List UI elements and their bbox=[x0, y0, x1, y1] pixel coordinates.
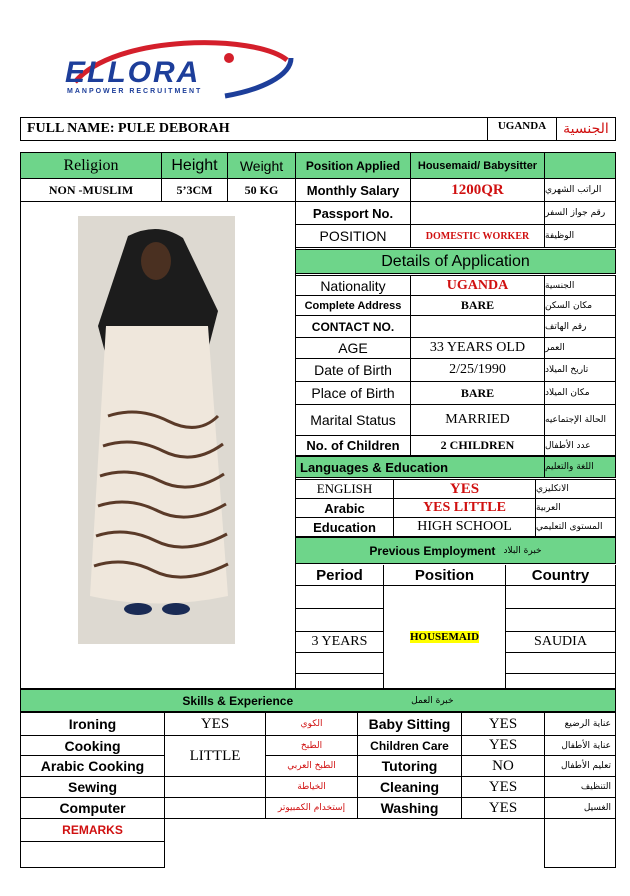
header-nationality: UGANDA bbox=[487, 117, 557, 141]
detail-ar: مكان السكن bbox=[544, 295, 616, 316]
skill-ar: الطبخ العربي bbox=[265, 755, 358, 777]
employment-period: 3 YEARS bbox=[295, 631, 384, 653]
skills-title-ar: خبرة العمل bbox=[411, 695, 454, 706]
detail-ar: العمر bbox=[544, 337, 616, 359]
monthly-salary-ar: الراتب الشهري bbox=[544, 178, 616, 202]
language-label: Education bbox=[295, 517, 394, 537]
monthly-salary-value: 1200QR bbox=[410, 178, 545, 202]
employment-country: SAUDIA bbox=[505, 631, 616, 653]
passport-label: Passport No. bbox=[295, 201, 411, 225]
skill-ar: عناية الأطفال bbox=[544, 735, 616, 756]
detail-label: AGE bbox=[295, 337, 411, 359]
religion-label: Religion bbox=[20, 152, 162, 179]
skill-label: Tutoring bbox=[357, 755, 462, 777]
skill-value: LITTLE bbox=[164, 735, 266, 777]
detail-label: Marital Status bbox=[295, 404, 411, 436]
skill-ar: تعليم الأطفال bbox=[544, 755, 616, 777]
language-value: YES bbox=[393, 479, 536, 499]
skill-label: Children Care bbox=[357, 735, 462, 756]
remarks-field bbox=[20, 841, 165, 868]
weight-label: Weight bbox=[227, 152, 296, 179]
employment-col-position: Position bbox=[383, 565, 506, 586]
employment-position: HOUSEMAID bbox=[409, 631, 480, 643]
skill-ar: الكوي bbox=[265, 712, 358, 736]
detail-label: Complete Address bbox=[295, 295, 411, 316]
skill-ar: الخياطة bbox=[265, 776, 358, 798]
employment-empty-cell bbox=[505, 608, 616, 632]
skill-label: Sewing bbox=[20, 776, 165, 798]
detail-label: Place of Birth bbox=[295, 381, 411, 405]
height-label: Height bbox=[161, 152, 228, 179]
detail-ar: الحالة الإجتماعيه bbox=[544, 404, 616, 436]
logo-brand: ELLORA bbox=[65, 56, 201, 89]
skill-value: YES bbox=[461, 776, 545, 798]
position-value: DOMESTIC WORKER bbox=[410, 224, 545, 248]
detail-ar: رقم الهاتف bbox=[544, 315, 616, 338]
employment-empty-cell bbox=[295, 673, 384, 689]
skill-ar: الغسيل bbox=[544, 797, 616, 819]
detail-value: BARE bbox=[410, 381, 545, 405]
skill-value bbox=[164, 797, 266, 819]
languages-title-ar: اللغة والتعليم bbox=[544, 456, 616, 478]
languages-title: Languages & Education bbox=[295, 456, 545, 478]
skill-value: YES bbox=[461, 712, 545, 736]
employment-empty-cell bbox=[505, 585, 616, 609]
skill-value: YES bbox=[461, 797, 545, 819]
employment-title-ar: خبرة البلاد bbox=[503, 545, 542, 556]
detail-value: 2 CHILDREN bbox=[410, 435, 545, 456]
detail-value: UGANDA bbox=[410, 275, 545, 296]
position-applied-label: Position Applied bbox=[295, 152, 411, 179]
language-label: ENGLISH bbox=[295, 479, 394, 499]
position-applied-value: Housemaid/ Babysitter bbox=[410, 152, 545, 179]
skill-ar: إستخدام الكمبيوتر bbox=[265, 797, 358, 819]
details-title: Details of Application bbox=[295, 249, 616, 274]
skill-label: Baby Sitting bbox=[357, 712, 462, 736]
skill-label: Cooking bbox=[20, 735, 165, 756]
logo-tagline: MANPOWER RECRUITMENT bbox=[67, 88, 203, 95]
detail-label: Nationality bbox=[295, 275, 411, 296]
position-ar: الوظيفة bbox=[544, 224, 616, 248]
detail-value: 2/25/1990 bbox=[410, 358, 545, 382]
employment-title-row bbox=[295, 537, 616, 564]
skill-label: Cleaning bbox=[357, 776, 462, 798]
detail-ar: تاريخ الميلاد bbox=[544, 358, 616, 382]
applicant-photo bbox=[78, 216, 235, 644]
detail-ar: مكان الميلاد bbox=[544, 381, 616, 405]
detail-ar: الجنسية bbox=[544, 275, 616, 296]
skill-label: Computer bbox=[20, 797, 165, 819]
full-name: FULL NAME: PULE DEBORAH bbox=[20, 117, 488, 141]
detail-label: Date of Birth bbox=[295, 358, 411, 382]
height-value: 5’3CM bbox=[161, 178, 228, 202]
skill-value bbox=[164, 776, 266, 798]
language-value: HIGH SCHOOL bbox=[393, 517, 536, 537]
skill-ar: التنظيف bbox=[544, 776, 616, 798]
employment-empty-cell bbox=[295, 608, 384, 632]
language-ar: المستوى التعليمي bbox=[535, 517, 616, 537]
employment-empty-cell bbox=[505, 652, 616, 674]
skill-ar: عناية الرضيع bbox=[544, 712, 616, 736]
detail-label: No. of Children bbox=[295, 435, 411, 456]
passport-value bbox=[410, 201, 545, 225]
detail-ar: عدد الأطفال bbox=[544, 435, 616, 456]
detail-value: 33 YEARS OLD bbox=[410, 337, 545, 359]
remarks-label: REMARKS bbox=[20, 818, 165, 842]
employment-col-country: Country bbox=[505, 565, 616, 586]
employment-col-period: Period bbox=[295, 565, 384, 586]
monthly-salary-label: Monthly Salary bbox=[295, 178, 411, 202]
detail-value: MARRIED bbox=[410, 404, 545, 436]
employment-empty-cell bbox=[295, 652, 384, 674]
employment-empty-cell bbox=[505, 673, 616, 689]
weight-value: 50 KG bbox=[227, 178, 296, 202]
employment-position-cell bbox=[383, 585, 506, 689]
header-nationality-ar: الجنسية bbox=[556, 117, 616, 141]
religion-value: NON -MUSLIM bbox=[20, 178, 162, 202]
language-ar: الانكليزي bbox=[535, 479, 616, 499]
skills-title: Skills & Experience bbox=[182, 693, 294, 708]
skill-value: YES bbox=[164, 712, 266, 736]
top-table-blank bbox=[544, 152, 616, 179]
employment-title: Previous Employment bbox=[369, 543, 496, 558]
skills-title-row bbox=[20, 689, 616, 712]
skill-value: YES bbox=[461, 735, 545, 756]
language-label: Arabic bbox=[295, 498, 394, 518]
language-ar: العربية bbox=[535, 498, 616, 518]
position-label: POSITION bbox=[295, 224, 411, 248]
language-value: YES LITTLE bbox=[393, 498, 536, 518]
detail-value bbox=[410, 315, 545, 338]
company-logo bbox=[55, 38, 295, 106]
detail-label: CONTACT NO. bbox=[295, 315, 411, 338]
skill-label: Ironing bbox=[20, 712, 165, 736]
skill-label: Washing bbox=[357, 797, 462, 819]
skill-ar: الطبخ bbox=[265, 735, 358, 756]
employment-empty-cell bbox=[295, 585, 384, 609]
skill-value: NO bbox=[461, 755, 545, 777]
passport-ar: رقم جواز السفر bbox=[544, 201, 616, 225]
remarks-side-field bbox=[544, 818, 616, 868]
detail-value: BARE bbox=[410, 295, 545, 316]
skill-label: Arabic Cooking bbox=[20, 755, 165, 777]
